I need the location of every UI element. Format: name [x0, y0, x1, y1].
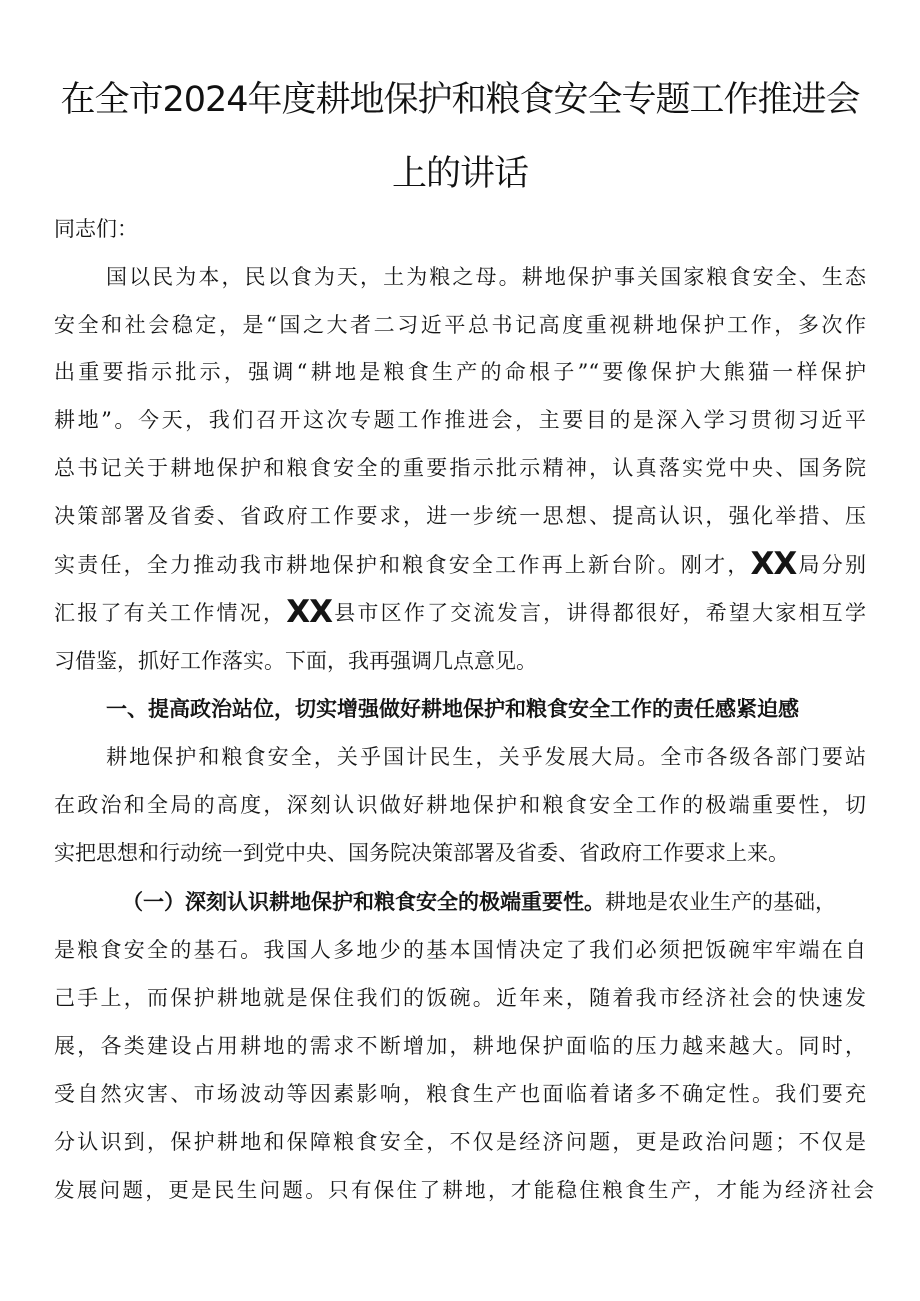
paragraph-line: 国以民为本，民以食为天，土为粮之母。耕地保护事关国家粮食安全、生态: [106, 265, 866, 289]
text-span: 耕地是农业生产的基础，: [605, 890, 836, 914]
paragraph-line: 耕地”。今天，我们召开这次专题工作推进会，主要目的是深入学习贯彻习近平: [54, 408, 866, 432]
paragraph-line: 决策部署及省委、省政府工作要求，进一步统一思想、提高认识，强化举措、压: [54, 504, 866, 528]
placeholder-xx: XX: [750, 546, 797, 582]
paragraph-line: 发展问题，更是民生问题。只有保住了耕地，才能稳住粮食生产，才能为经济社会: [54, 1178, 874, 1202]
paragraph-line: 分认识到，保护耕地和保障粮食安全，不仅是经济问题，更是政治问题；不仅是: [54, 1130, 866, 1154]
subsection-heading: （一）深刻认识耕地保护和粮食安全的极端重要性。: [122, 889, 605, 914]
subsection-line: [122, 886, 836, 918]
paragraph-line: 总书记关于耕地保护和粮食安全的重要指示批示精神，认真落实党中央、国务院: [54, 456, 866, 480]
section-heading: 一、提高政治站位，切实增强做好耕地保护和粮食安全工作的责任感紧迫感: [106, 696, 799, 721]
greeting: 同志们：: [54, 217, 138, 241]
paragraph-line: [54, 596, 866, 628]
paragraph-line: 安全和社会稳定，是“国之大者二习近平总书记高度重视耕地保护工作，多次作: [54, 313, 866, 337]
paragraph-line: 实把思想和行动统一到党中央、国务院决策部署及省委、省政府工作要求上来。: [54, 841, 789, 865]
paragraph-line: 受自然灾害、市场波动等因素影响，粮食生产也面临着诸多不确定性。我们要充: [54, 1082, 866, 1106]
text-span: 局分别: [796, 553, 866, 577]
placeholder-xx: XX: [286, 594, 332, 630]
paragraph-line: 耕地保护和粮食安全，关乎国计民生，关乎发展大局。全市各级各部门要站: [106, 745, 866, 769]
document-title-line2: 上的讲话: [391, 154, 528, 194]
paragraph-line: [54, 548, 866, 580]
paragraph-line: 己手上，而保护耕地就是保住我们的饭碗。近年来，随着我市经济社会的快速发: [54, 986, 866, 1010]
paragraph-line: 展，各类建设占用耕地的需求不断增加，耕地保护面临的压力越来越大。同时，: [54, 1034, 866, 1058]
paragraph-line: 在政治和全局的高度，深刻认识做好耕地保护和粮食安全工作的极端重要性，切: [54, 793, 866, 817]
text-span: 实责任，全力推动我市耕地保护和粮食安全工作再上新台阶。刚才，: [54, 553, 751, 577]
paragraph-line: 是粮食安全的基石。我国人多地少的基本国情决定了我们必须把饭碗牢牢端在自: [54, 938, 866, 962]
document-title-line1: 在全市2024年度耕地保护和粮食安全专题工作推进会: [60, 80, 860, 120]
paragraph-line: 出重要指示批示，强调“耕地是粮食生产的命根子”“要像保护大熊猫一样保护: [54, 360, 866, 384]
paragraph-line: 习借鉴，抓好工作落实。下面，我再强调几点意见。: [54, 649, 537, 673]
text-span: 汇报了有关工作情况，: [54, 601, 287, 625]
text-span: 县市区作了交流发言，讲得都很好，希望大家相互学: [332, 601, 867, 625]
